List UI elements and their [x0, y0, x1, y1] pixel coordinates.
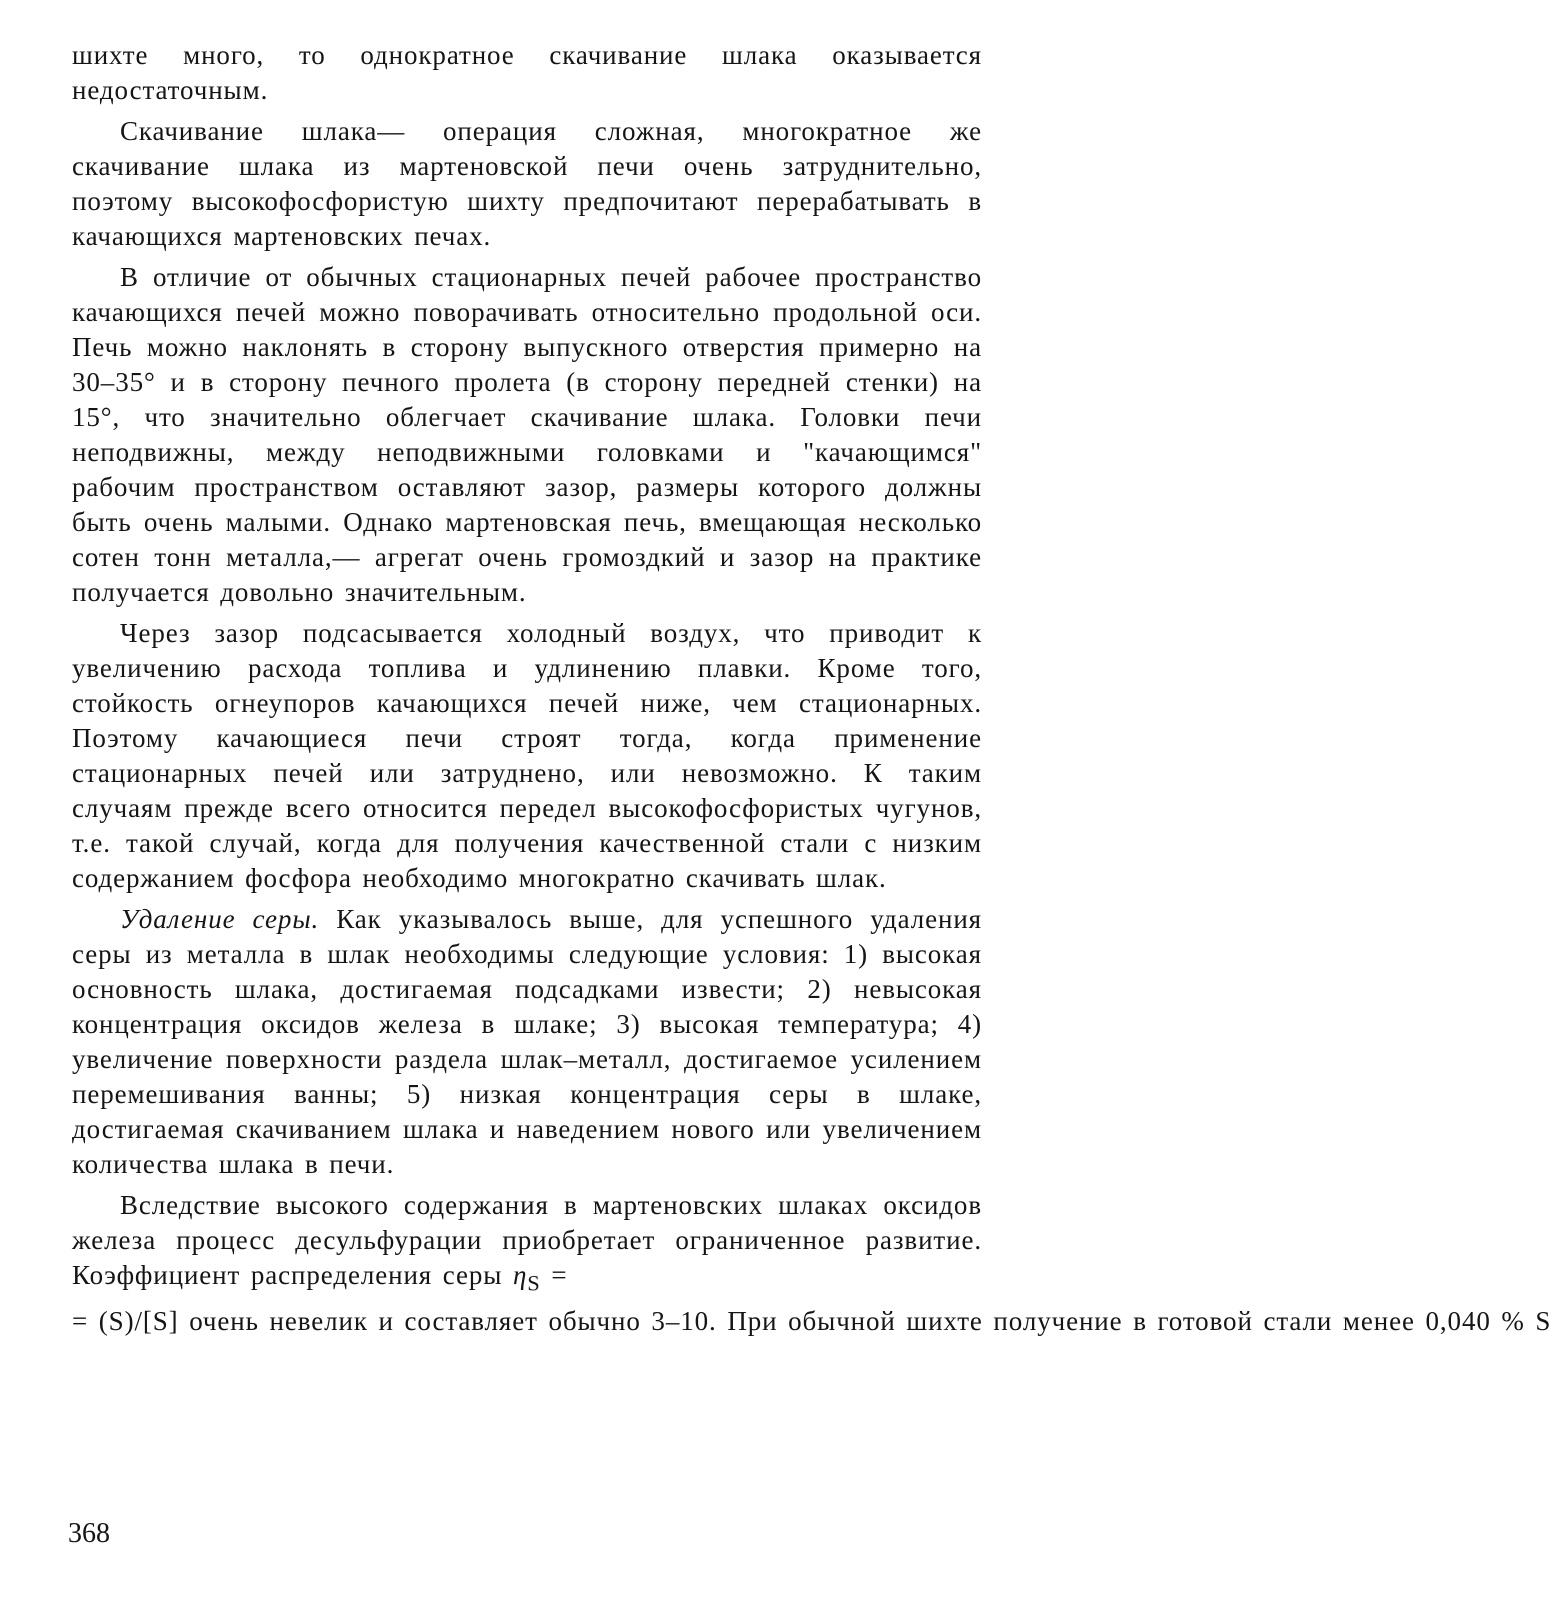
paragraph-5-text: Как указывалось выше, для успешного удаления серы из металла в шлак необходимы следующие условия: 1) высокая основность шлака, достигаемая подсадками извести; 2) невысокая концентрация оксидов железа в шлаке; 3) высокая температура; 4) увеличение поверхности раздела шлак–металл, достигаемое усилением перемешивания ванны; 5) низкая концентрация серы в шлаке, достигаемая скачиванием шлака и наведением нового или увеличением количества шлака в печи.: [72, 904, 982, 1179]
equals-sign: =: [540, 1260, 568, 1290]
paragraph-6-continuation: [72, 1304, 1551, 1339]
section-lead-heading: Удаление серы.: [120, 904, 320, 934]
paragraph-6: [72, 1188, 982, 1300]
paragraph-4: [72, 616, 982, 896]
paragraph-4-text: Через зазор подсасывается холодный воздух, что приводит к увеличению расхода топлива и удлинению плавки. Кроме того, стойкость огнеупоров качающихся печей ниже, чем стационарных. Поэтому качающиеся печи строят тогда, когда применение стационарных печей или затруднено, или невозможно. К таким случаям прежде всего относится передел высокофосфористых чугунов, т.е. такой случай, когда для получения качественной стали с низким содержанием фосфора необходимо многократно скачивать шлак.: [72, 618, 982, 893]
paragraph-3-text: В отличие от обычных стационарных печей рабочее пространство качающихся печей можно поворачивать относительно продольной оси. Печь можно наклонять в сторону выпускного отверстия примерно на 30–35° и в сторону печного пролета (в сторону передней стенки) на 15°, что значительно облегчает скачивание шлака. Головки печи неподвижны, между неподвижными головками и "качающимся" рабочим пространством оставляют зазор, размеры которого должны быть очень малыми. Однако мартеновская печь, вмещающая несколько сотен тонн металла,— агрегат очень громоздкий и зазор на практике получается довольно значительным.: [72, 262, 982, 607]
paragraph-5: [72, 902, 982, 1182]
paragraph-6-text: Вследствие высокого содержания в мартеновских шлаках оксидов железа процесс десульфурации приобретает ограниченное развитие. Коэффициент распределения серы: [72, 1190, 982, 1290]
distribution-coefficient-symbol: η: [512, 1260, 528, 1290]
page-number: 368: [68, 1518, 110, 1549]
paragraph-1-text: шихте много, то однократное скачивание шлака оказывается недостаточным.: [72, 40, 982, 105]
paragraph-3: [72, 260, 982, 610]
paragraph-2: [72, 114, 982, 254]
page-content: [72, 38, 1551, 1339]
paragraph-2-text: Скачивание шлака— операция сложная, многократное же скачивание шлака из мартеновской печи очень затруднительно, поэтому высокофосфористую шихту предпочитают перерабатывать в качающихся мартеновских печах.: [72, 116, 982, 251]
distribution-coefficient-formula: = (S)/[S]: [72, 1306, 179, 1337]
distribution-coefficient-subscript: S: [527, 1270, 541, 1296]
paragraph-1: [72, 38, 982, 108]
paragraph-6-tail: очень невелик и составляет обычно 3–10. При обычной шихте получение в готовой стали менее 0,040 % S: [178, 1306, 1551, 1337]
